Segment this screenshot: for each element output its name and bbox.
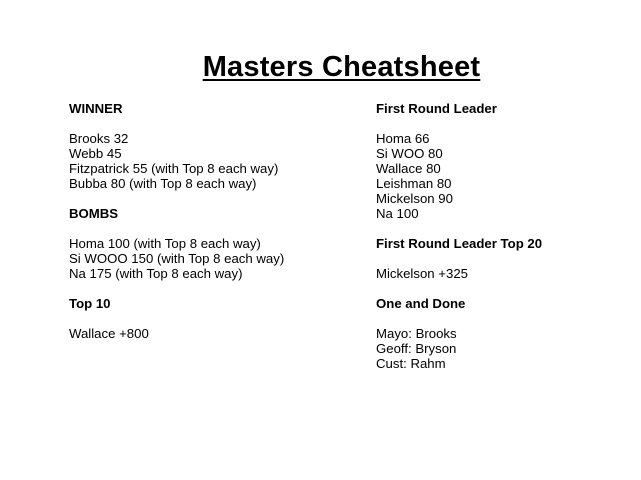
section-heading-top10: Top 10 — [69, 296, 111, 311]
right-column — [376, 101, 616, 386]
list-item: Webb 45 — [69, 146, 122, 161]
list-item: Na 175 (with Top 8 each way) — [69, 266, 243, 281]
first-round-leader-section — [376, 101, 616, 221]
list-item: Na 100 — [376, 206, 419, 221]
section-heading-first-round-leader-top20: First Round Leader Top 20 — [376, 236, 543, 251]
list-item: Mayo: Brooks — [376, 326, 457, 341]
bombs-section — [69, 206, 359, 281]
page-title: Masters Cheatsheet — [202, 51, 481, 83]
section-heading-winner: WINNER — [69, 101, 123, 116]
top10-section — [69, 296, 359, 341]
list-item: Si WOOO 150 (with Top 8 each way) — [69, 251, 285, 266]
list-item: Wallace 80 — [376, 161, 441, 176]
left-column — [69, 101, 359, 356]
list-item: Geoff: Bryson — [376, 341, 457, 356]
one-and-done-section — [376, 296, 616, 371]
first-round-leader-top20-section — [376, 236, 616, 281]
section-heading-one-and-done: One and Done — [376, 296, 466, 311]
section-heading-first-round-leader: First Round Leader — [376, 101, 497, 116]
list-item: Cust: Rahm — [376, 356, 446, 371]
section-heading-bombs: BOMBS — [69, 206, 119, 221]
winner-section — [69, 101, 359, 191]
list-item: Homa 100 (with Top 8 each way) — [69, 236, 261, 251]
list-item: Si WOO 80 — [376, 146, 443, 161]
list-item: Leishman 80 — [376, 176, 452, 191]
list-item: Brooks 32 — [69, 131, 129, 146]
list-item: Homa 66 — [376, 131, 430, 146]
list-item: Fitzpatrick 55 (with Top 8 each way) — [69, 161, 279, 176]
list-item: Bubba 80 (with Top 8 each way) — [69, 176, 257, 191]
list-item: Mickelson +325 — [376, 266, 468, 281]
list-item: Wallace +800 — [69, 326, 149, 341]
list-item: Mickelson 90 — [376, 191, 453, 206]
